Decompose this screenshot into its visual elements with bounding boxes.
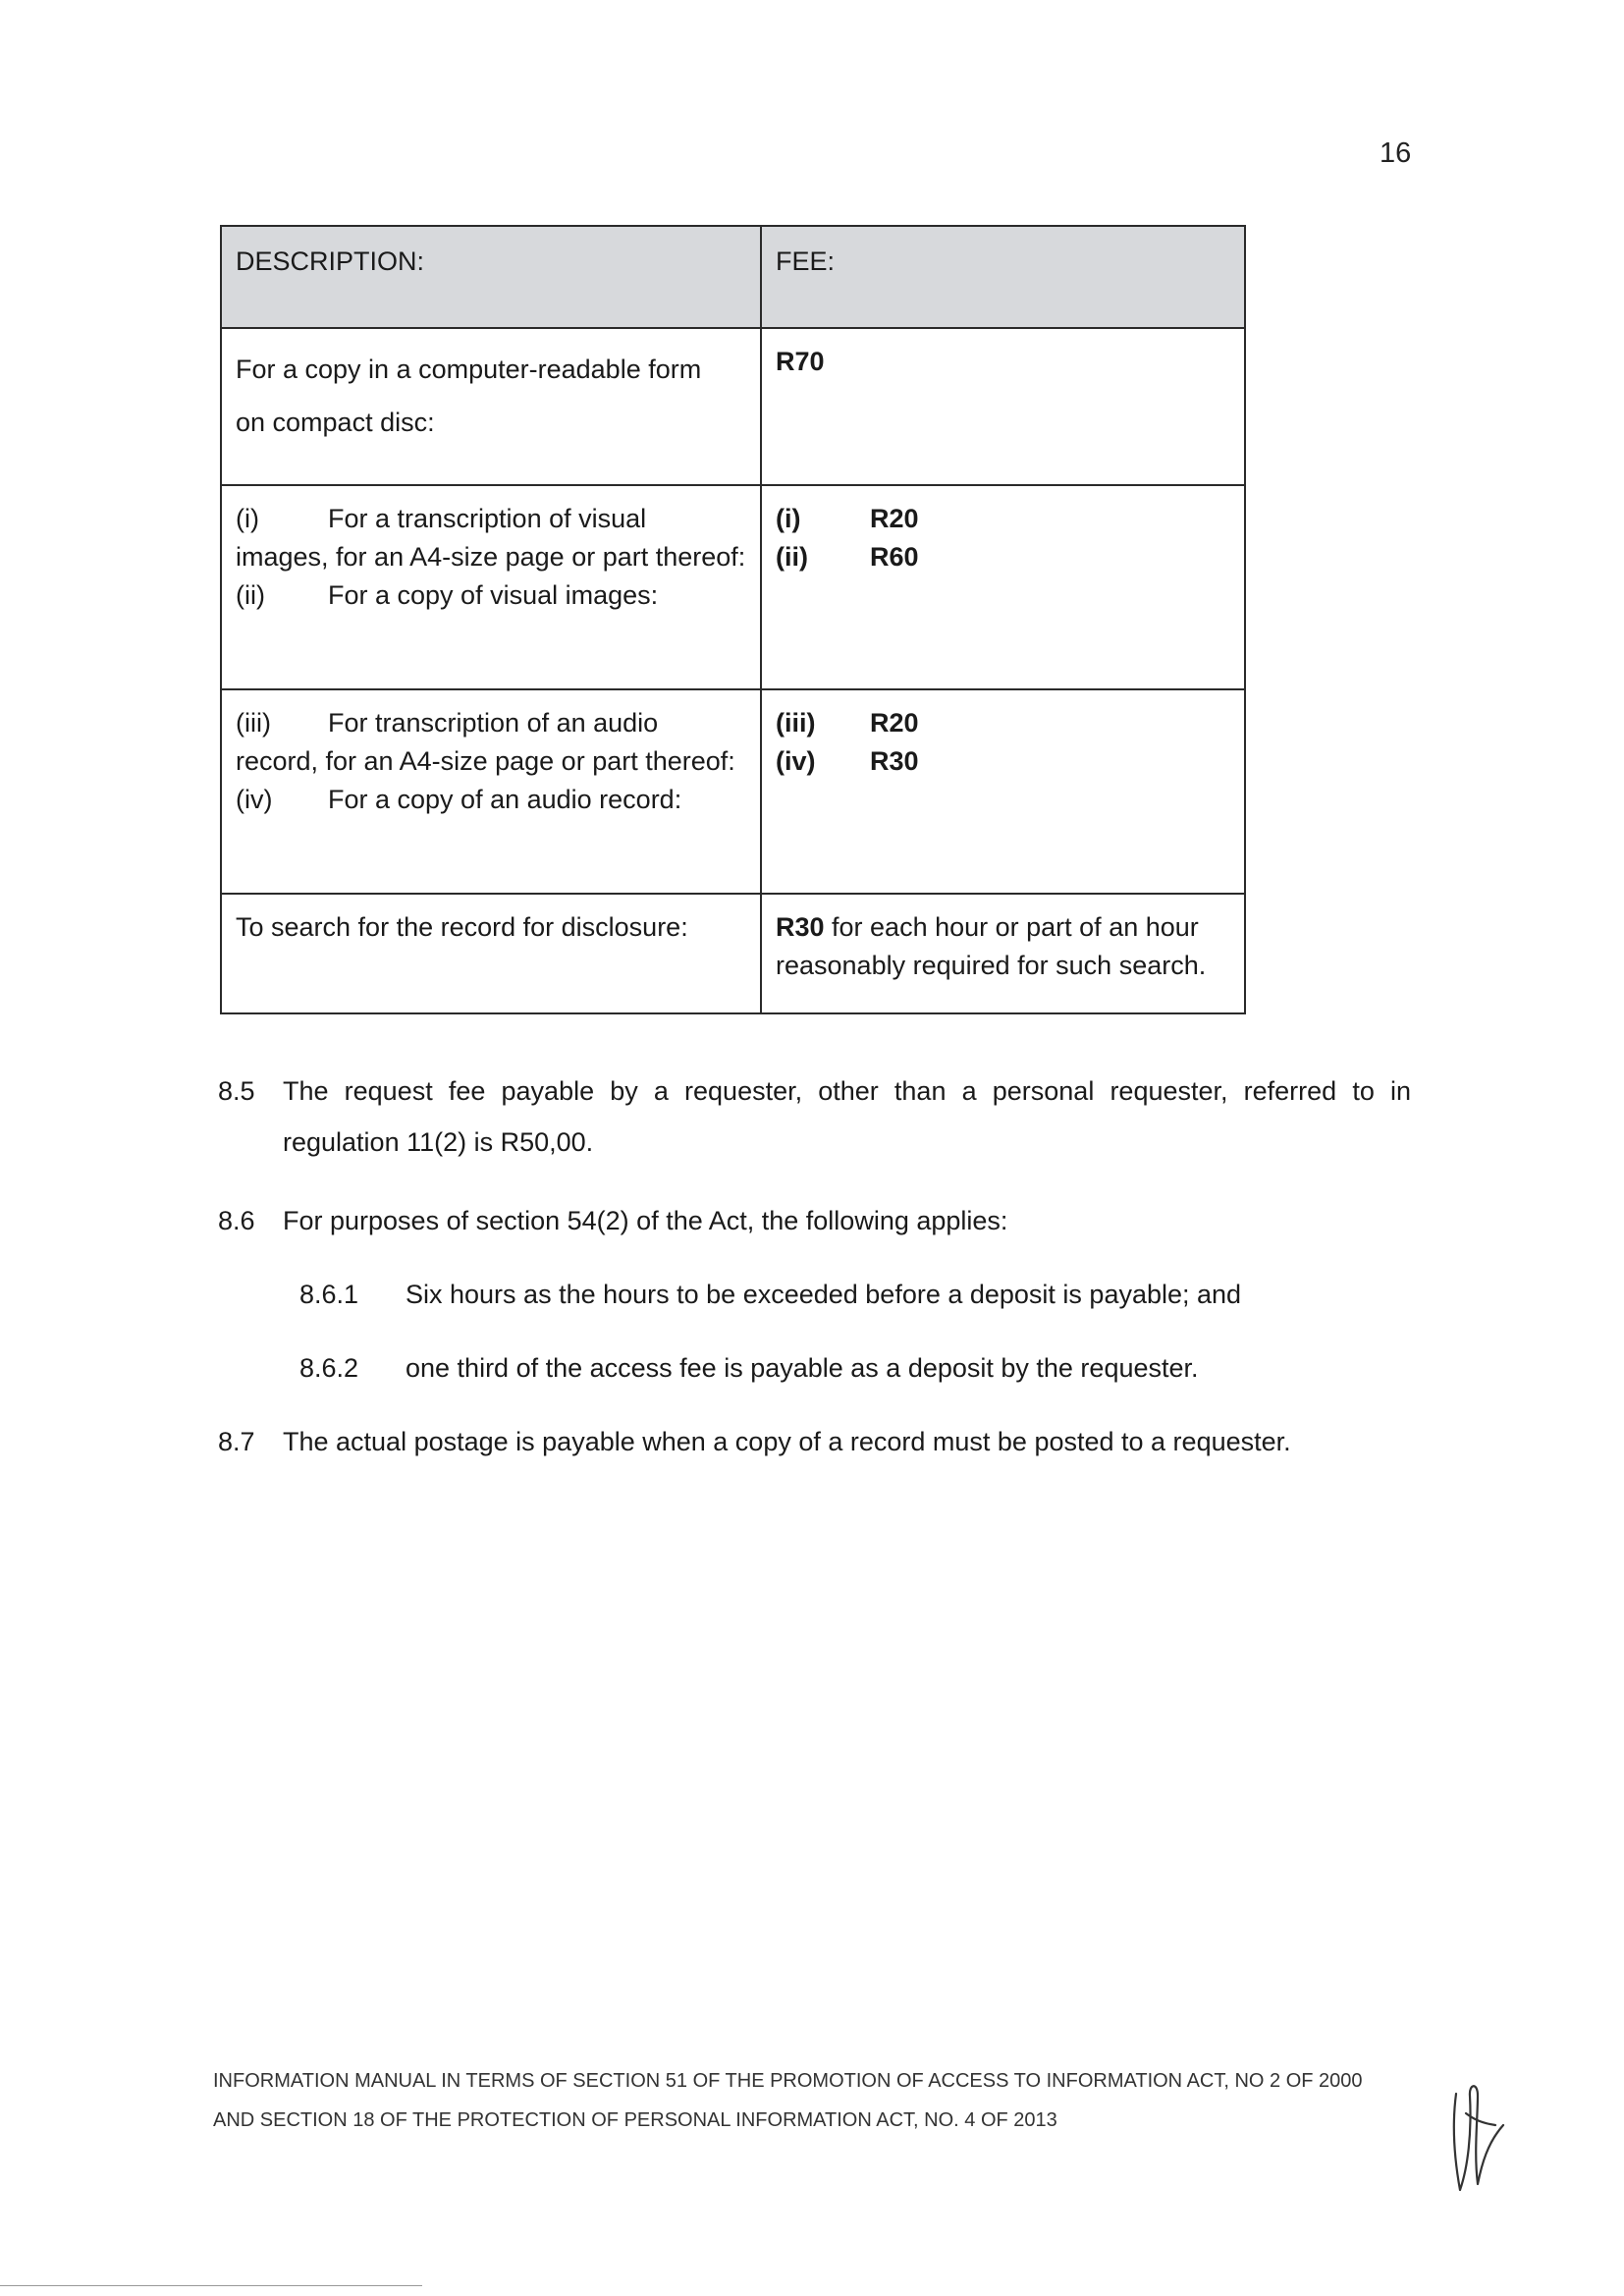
paragraph-number: 8.5 — [218, 1076, 255, 1106]
fee-table — [220, 225, 1246, 1014]
footer-line: INFORMATION MANUAL IN TERMS OF SECTION 51 OF THE PROMOTION OF ACCESS TO INFORMATION ACT, NO 2 OF 2000 — [213, 2070, 1363, 2092]
row-fee: (i) R20 (ii) R60 — [761, 485, 1245, 689]
table-row — [221, 894, 1245, 1013]
row-description: (iii) For transcription of an audio record, for an A4-size page or part thereof: (iv) For a copy of an audio record: — [221, 689, 761, 894]
paragraph-text: The request fee payable by a requester, other than a personal requester, referred to in — [283, 1076, 1411, 1106]
table-row — [221, 485, 1245, 689]
fee-table-header-row — [221, 226, 1245, 328]
row-description: To search for the record for disclosure: — [221, 894, 761, 1013]
page-footer — [213, 2061, 1440, 2140]
paragraph-text: Six hours as the hours to be exceeded before a deposit is payable; and — [406, 1280, 1242, 1309]
paragraph-number: 8.6.2 — [299, 1353, 359, 1383]
row-description: For a copy in a computer-readable form on compact disc: — [221, 328, 761, 485]
row-fee: (iii) R20 (iv) R30 — [761, 689, 1245, 894]
paragraph-text: For purposes of section 54(2) of the Act, the following applies: — [283, 1206, 1008, 1235]
table-row — [221, 328, 1245, 485]
paragraph-text: The actual postage is payable when a copy of a record must be posted to a requester. — [283, 1427, 1291, 1456]
paragraph-8-7 — [218, 1424, 1396, 1461]
paragraph-number: 8.6 — [218, 1206, 255, 1235]
paragraph-8-6 — [218, 1203, 1396, 1240]
header-fee: FEE: — [761, 226, 1245, 328]
paragraph-text-continued: regulation 11(2) is R50,00. — [283, 1127, 594, 1157]
paragraph-number: 8.7 — [218, 1427, 255, 1456]
footer-line: AND SECTION 18 OF THE PROTECTION OF PERSONAL INFORMATION ACT, NO. 4 OF 2013 — [213, 2109, 1057, 2131]
paragraph-8-6-1 — [299, 1277, 1380, 1314]
row-description: (i) For a transcription of visual images, for an A4-size page or part thereof: (ii) For a copy of visual images: — [221, 485, 761, 689]
row-fee: R30 for each hour or part of an hour reasonably required for such search. — [761, 894, 1245, 1013]
page-number: 16 — [1380, 137, 1412, 169]
signature-icon — [1438, 2074, 1517, 2202]
paragraph-text: one third of the access fee is payable as a deposit by the requester. — [406, 1353, 1199, 1383]
paragraph-8-6-2 — [299, 1350, 1380, 1388]
row-fee: R70 — [761, 328, 1245, 485]
paragraph-number: 8.6.1 — [299, 1280, 359, 1309]
header-description: DESCRIPTION: — [221, 226, 761, 328]
table-row — [221, 689, 1245, 894]
page-edge-line — [0, 2285, 422, 2286]
paragraph-8-5 — [218, 1073, 1411, 1157]
